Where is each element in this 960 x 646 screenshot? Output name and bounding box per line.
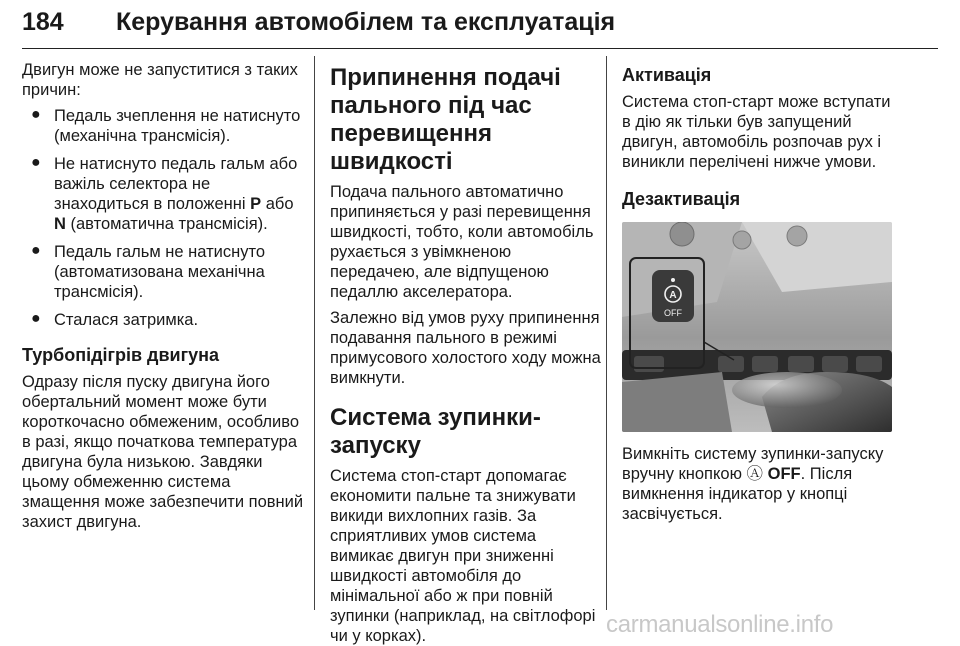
bullet-icon: ●: [31, 106, 41, 123]
gear-p-label: P: [250, 195, 262, 213]
bullet-icon: ●: [31, 242, 41, 259]
page-header: [22, 0, 938, 52]
column-divider: [606, 56, 607, 610]
bullet-icon: ●: [31, 310, 41, 327]
photo-caption: [622, 444, 892, 524]
dashboard-photo: [622, 222, 892, 432]
page-number: 184: [22, 8, 64, 36]
body-text: Система стоп-старт допомагає економити пальне та знижувати викиди вихлопних газів. За сприятливих умов система вимикає двигун при зниженні швидкості автомобіля до мінімальної або ж при повній зупинки (наприклад, на світлофорі чи у корках).: [330, 467, 596, 645]
bullet-icon: ●: [31, 154, 41, 171]
body-text: Залежно від умов руху припинення подавання пального в режимі примусового холостого ходу можна вимкнути.: [330, 309, 601, 387]
intro-text: Двигун може не запуститися з таких причин:: [22, 61, 298, 99]
reasons-list: [22, 106, 308, 330]
list-item-text: Педаль зчеплення не натиснуто (механічна трансмісія).: [54, 107, 301, 145]
list-item-text: або: [261, 195, 294, 213]
gear-n-label: N: [54, 215, 66, 233]
column-middle: [330, 60, 602, 646]
list-item-text: Сталася затримка.: [54, 311, 199, 329]
header-divider: [22, 48, 938, 49]
section-heading: Турбопідігрів двигуна: [22, 345, 219, 365]
section-title: Система зупинки-запуску: [330, 404, 541, 459]
section-heading: Активація: [622, 65, 712, 85]
watermark: carmanualsonline.info: [606, 611, 834, 638]
section-heading: Припинення подачі пального під час перевищення швидкості: [330, 64, 561, 175]
section-heading: Дезактивація: [622, 189, 741, 209]
page-title: Керування автомобілем та експлуатація: [116, 8, 616, 36]
column-right: [622, 60, 892, 524]
list-item: [22, 310, 308, 330]
svg-text:A: A: [669, 290, 677, 301]
caption-text: Вимкніть систему зупинки-запуску вручну кнопкою: [622, 445, 884, 483]
body-text: Система стоп-старт може вступати в дію як тільки був запущений двигун, автомобіль розпочав рух і виникли перелічені нижче умови.: [622, 93, 891, 171]
list-item: [22, 106, 308, 146]
column-divider: [314, 56, 315, 610]
column-left: [22, 60, 308, 532]
off-label: OFF: [767, 465, 801, 483]
body-text: Одразу після пуску двигуна його обертальний момент може бути короткочасно обмеженим, особливо в разі, якщо початкова температура двигуна була низькою. Завдяки цьому обмеженню система змащення може забезпечити повний захист двигуна.: [22, 373, 304, 531]
off-button-label: OFF: [664, 308, 682, 318]
body-text: Подача пального автоматично припиняється у разі перевищення швидкості, тобто, коли автомобіль рухається з увімкненою передачею, але відпущеною педаллю акселератора.: [330, 183, 594, 301]
dashboard-illustration: [622, 222, 892, 432]
list-item: [22, 242, 308, 302]
list-item: [22, 154, 308, 234]
list-item-text: Не натиснуто педаль гальм або важіль селектора не знаходиться в положенні: [54, 155, 298, 213]
list-item-text: Педаль гальм не натиснуто (автоматизована механічна трансмісія).: [54, 243, 266, 301]
caption-text: . Після вимкнення індикатор у кнопці засвічується.: [622, 465, 853, 523]
auto-stop-start-icon: Ⓐ: [746, 465, 764, 483]
list-item-text: (автоматична трансмісія).: [65, 215, 268, 233]
